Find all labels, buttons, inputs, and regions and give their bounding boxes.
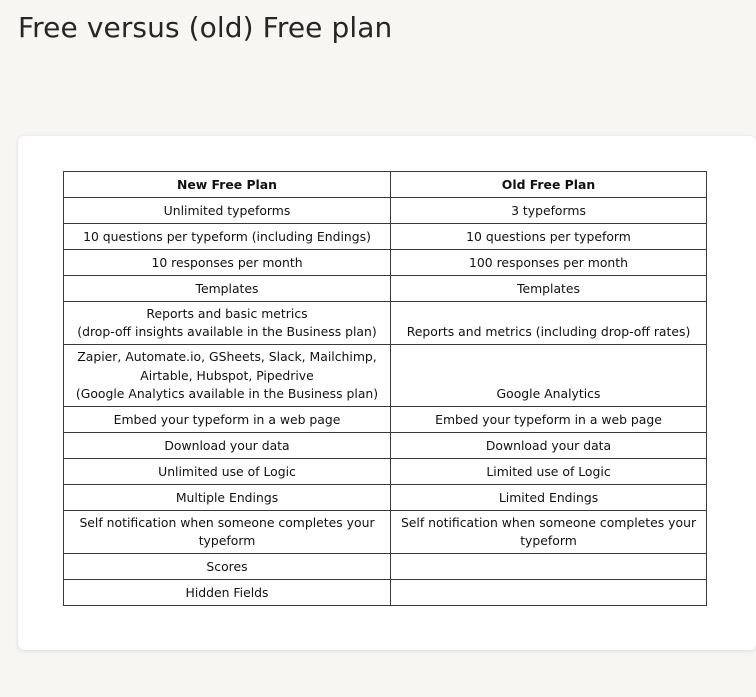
old-plan-cell-line: 100 responses per month — [469, 254, 628, 270]
table-row — [64, 485, 707, 511]
old-plan-cell-line: Limited Endings — [498, 489, 599, 505]
old-plan-cell — [391, 302, 707, 345]
new-plan-cell — [64, 250, 391, 276]
new-plan-cell-line: Download your data — [164, 437, 290, 453]
new-plan-cell — [64, 511, 391, 554]
page-title: Free versus (old) Free plan — [18, 11, 393, 44]
new-plan-cell-line: (drop-off insights available in the Business plan) — [77, 324, 377, 340]
table-row — [64, 276, 707, 302]
new-plan-cell-line: 10 questions per typeform (including Endings) — [83, 228, 371, 244]
old-plan-cell — [391, 433, 707, 459]
new-plan-cell-line: 10 responses per month — [151, 254, 303, 270]
new-plan-cell-line: Zapier, Automate.io, GSheets, Slack, Mailchimp, — [77, 349, 377, 365]
new-plan-cell — [64, 407, 391, 433]
old-plan-cell-line: Reports and metrics (including drop-off rates) — [406, 324, 691, 340]
old-plan-cell-line: Self notification when someone completes your — [400, 515, 697, 531]
old-plan-cell — [391, 511, 707, 554]
old-plan-cell — [391, 345, 707, 407]
new-plan-cell — [64, 224, 391, 250]
old-plan-cell-line: 3 typeforms — [511, 202, 586, 218]
old-plan-cell-line: 10 questions per typeform — [466, 228, 631, 244]
table-row — [64, 580, 707, 606]
table-header-row — [64, 172, 707, 198]
new-plan-cell-line: Airtable, Hubspot, Pipedrive — [140, 367, 314, 383]
new-plan-cell-line: Hidden Fields — [185, 585, 269, 601]
new-plan-cell-line: (Google Analytics available in the Business plan) — [75, 385, 379, 401]
old-plan-cell — [391, 250, 707, 276]
old-plan-cell — [391, 580, 707, 606]
old-plan-cell — [391, 407, 707, 433]
old-plan-cell — [391, 459, 707, 485]
new-plan-cell — [64, 554, 391, 580]
new-plan-cell — [64, 276, 391, 302]
old-plan-cell — [391, 554, 707, 580]
plan-comparison-table — [63, 171, 707, 606]
table-row — [64, 250, 707, 276]
header-new-free-plan: New Free Plan — [64, 172, 391, 198]
new-plan-cell-line: Unlimited use of Logic — [158, 463, 296, 479]
old-plan-cell-line: Google Analytics — [496, 385, 601, 401]
old-plan-cell-line: typeform — [520, 533, 577, 549]
table-body — [64, 198, 707, 606]
new-plan-cell-line: Embed your typeform in a web page — [113, 411, 341, 427]
new-plan-cell-line: Self notification when someone completes your — [79, 515, 375, 531]
new-plan-cell-line: Unlimited typeforms — [163, 202, 291, 218]
new-plan-cell — [64, 198, 391, 224]
table-row — [64, 345, 707, 407]
new-plan-cell — [64, 459, 391, 485]
new-plan-cell — [64, 345, 391, 407]
new-plan-cell-line: Multiple Endings — [175, 489, 279, 505]
new-plan-cell — [64, 485, 391, 511]
old-plan-cell-line: Templates — [517, 280, 580, 296]
comparison-card — [18, 136, 756, 650]
new-plan-cell — [64, 580, 391, 606]
table-row — [64, 302, 707, 345]
table-row — [64, 224, 707, 250]
new-plan-cell-line: Reports and basic metrics — [146, 306, 308, 321]
table-row — [64, 407, 707, 433]
old-plan-cell — [391, 485, 707, 511]
old-plan-cell-line: Embed your typeform in a web page — [435, 411, 662, 427]
old-plan-cell — [391, 198, 707, 224]
table-row — [64, 433, 707, 459]
new-plan-cell — [64, 302, 391, 345]
new-plan-cell — [64, 433, 391, 459]
table-row — [64, 511, 707, 554]
new-plan-cell-line: typeform — [198, 533, 256, 549]
new-plan-cell-line: Scores — [206, 559, 248, 575]
table-row — [64, 554, 707, 580]
old-plan-cell-line: Limited use of Logic — [486, 463, 611, 479]
old-plan-cell — [391, 224, 707, 250]
old-plan-cell — [391, 276, 707, 302]
new-plan-cell-line: Templates — [195, 280, 259, 296]
table-row — [64, 198, 707, 224]
old-plan-cell-line: Download your data — [485, 437, 612, 453]
header-old-free-plan: Old Free Plan — [391, 172, 707, 198]
table-row — [64, 459, 707, 485]
